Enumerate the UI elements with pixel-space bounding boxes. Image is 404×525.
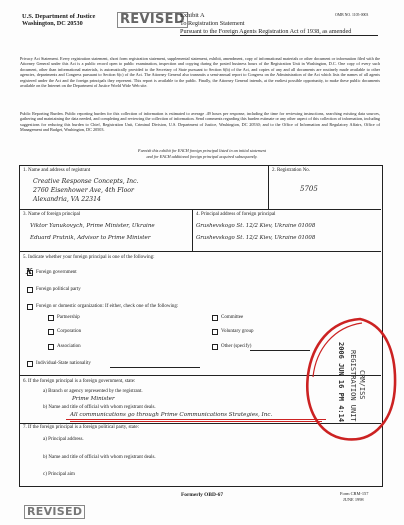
exhibit-subtitle: To Registration Statement xyxy=(180,20,245,27)
item7b-label: b) Name and title of official with whom registrant deals. xyxy=(43,455,156,460)
burden-statement: Public Reporting Burden. Public reporting burden for this collection of information is estimated to average .49 hours per response, including the time for reviewing instructions, searching existing data sources, gathering and maintaining the data needed, and completing and reviewing the collection of information. Send comments regarding this burden estimate or any other aspect of this collection of information, including suggestions for reducing this burden to Chief, Registration Unit, Criminal Division, U.S. Department of Justice, Washington, DC 20530; and to the Office of Information and Regulatory Affairs, Office of Management and Budget, Washington, DC 20503. xyxy=(20,111,380,133)
item1-line-3: Alexandria, VA 22314 xyxy=(33,196,101,203)
checkbox-voluntary-group[interactable] xyxy=(212,329,218,335)
item7-label: 7. If the foreign principal is a foreign political party, state: xyxy=(23,425,140,430)
exhibit-title: Exhibit A xyxy=(180,12,205,19)
form-date: JUNE 1998 xyxy=(343,497,364,502)
item4-label: 4. Principal address of foreign principal xyxy=(196,212,276,217)
dept-name: U.S. Department of Justice xyxy=(22,13,96,20)
checkbox-corporation[interactable] xyxy=(48,329,54,335)
red-underline-1 xyxy=(66,419,326,420)
red-underline-2 xyxy=(70,421,322,422)
stamp-line-2: REGISTRATION UNIT xyxy=(349,350,357,422)
checkbox-other-specify[interactable] xyxy=(212,344,218,350)
exhibit-pursuant: Pursuant to the Foreign Agents Registration Act of 1938, as amended xyxy=(180,28,352,35)
formerly-label: Formerly OBD-67 xyxy=(180,492,224,498)
item7a-label: a) Principal address. xyxy=(43,437,84,442)
revised-stamp-bottom: REVISED xyxy=(24,505,85,519)
divider-1-2 xyxy=(268,165,269,209)
stamp-line-1: CRM/ISS xyxy=(358,370,366,400)
item3-line-1: Viktor Yanukovych, Prime Minister, Ukraine xyxy=(30,223,155,229)
checkbox-partnership[interactable] xyxy=(48,315,54,321)
opt-association: Association xyxy=(57,344,81,349)
opt-organization: Foreign or domestic organization: If either, check one of the following: xyxy=(36,304,179,309)
opt-other-specify: Other (specify) xyxy=(221,344,252,349)
item2-label: 2. Registration No. xyxy=(272,168,311,173)
opt-committee: Committee xyxy=(221,315,244,320)
item6-label: 6. If the foreign principal is a foreign government, state: xyxy=(23,379,136,384)
item6a-value: Prime Minister xyxy=(72,396,115,402)
checkbox-individual[interactable] xyxy=(27,361,33,367)
privacy-statement: Privacy Act Statement. Every registration statement, short form registration statement, supplemental statement, exhibit, amendment, copy of informational materials or other document or information filed with the Attorney General under this Act is a public record open to public examination, inspection and copying during the posted business hours of the Registration Unit in Washington, D.C. One copy of every such document, other than informational materials, is automatically provided to the Secretary of State pursuant to Section 6(b) of the Act, and copies of any and all documents are routinely made available to other agencies, departments and Congress pursuant to Section 6(c) of the Act. The Attorney General also transmits a semi-annual report to Congress on the Administration of the Act which lists the names of all agents registered under the Act and the foreign principals they represent. This report is available to the public. Finally, the Attorney General intends, at the earliest possible opportunity, to make these public documents available on the Internet on the Department of Justice World Wide Web site. xyxy=(20,56,380,89)
opt-individual: Individual-State nationality xyxy=(36,361,91,366)
rule-3 xyxy=(19,209,381,210)
checkbox-organization[interactable] xyxy=(27,304,33,310)
opt-corporation: Corporation xyxy=(57,329,82,334)
item3-label: 3. Name of foreign principal xyxy=(23,212,81,217)
item6a-label: a) Branch or agency represented by the registrant. xyxy=(43,389,143,394)
item5-label: 5. Indicate whether your foreign principal is one of the following: xyxy=(23,255,155,260)
checkbox-foreign-party[interactable] xyxy=(27,287,33,293)
checkbox-association[interactable] xyxy=(48,344,54,350)
opt-foreign-government: Foreign government xyxy=(36,270,77,275)
dept-city: Washington, DC 20530 xyxy=(22,20,83,27)
divider-3-4 xyxy=(192,209,193,251)
item4-line-1: Grushevskogo St. 12/2 Kiev, Ukraine 01008 xyxy=(196,223,316,229)
opt-partnership: Partnership xyxy=(57,315,80,320)
item1-label: 1. Name and address of registrant xyxy=(23,168,91,173)
stamp-line-3: 2006 JUN 16 PM 4:14 xyxy=(337,342,345,423)
item6b-value: All communications go through Prime Communications Strategies, Inc. xyxy=(70,412,273,418)
omb-number: OMB NO. 1105-0003 xyxy=(335,13,369,17)
opt-foreign-party: Foreign political party xyxy=(36,287,81,292)
form-number: Form CRM-157 xyxy=(340,491,369,496)
checkbox-committee[interactable] xyxy=(212,315,218,321)
furnish-instruction-1: Furnish this exhibit for EACH foreign principal listed in an initial statement xyxy=(138,148,266,153)
check-mark: X xyxy=(26,266,33,276)
item2-value: 5705 xyxy=(300,185,318,193)
header-rule xyxy=(180,35,378,36)
item1-line-1: Creative Response Concepts, Inc. xyxy=(33,178,139,185)
rule-5 xyxy=(19,251,381,252)
item7c-label: c) Principal aim xyxy=(43,472,75,477)
item1-line-2: 2760 Eisenhower Ave, 4th Floor xyxy=(33,187,134,194)
opt-voluntary-group: Voluntary group xyxy=(221,329,254,334)
item3-line-2: Eduard Prutnik, Advisor to Prime Minister xyxy=(30,235,151,241)
item4-line-2: Grushevskogo St. 12/2 Kiev, Ukraine 01008 xyxy=(196,235,316,241)
item6b-label: b) Name and title of official with whom registrant deals. xyxy=(43,405,156,410)
revised-stamp-top: REVISED xyxy=(117,12,188,28)
nationality-line xyxy=(110,367,200,368)
furnish-instruction-2: and for EACH additional foreign principal acquired subsequently. xyxy=(146,154,258,159)
